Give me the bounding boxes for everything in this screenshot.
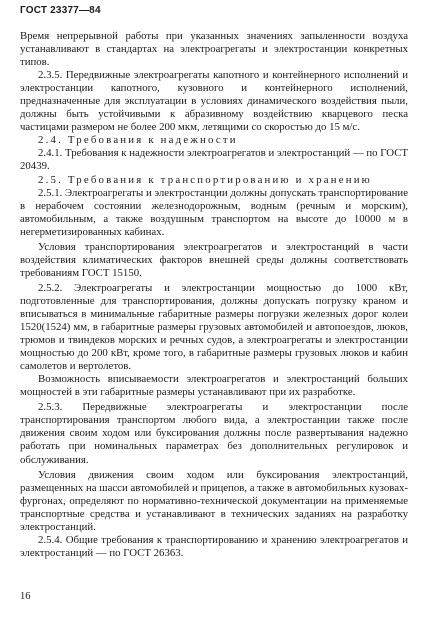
paragraph-2-3-5: 2.3.5. Передвижные электроагрегаты капотного и контейнерного исполнений и электростанции капотного, кузовного и контейнерного исполнений, предназначенные для эксплуатации в условиях динамического воздействия пыли, должны быть устойчивыми к абразивному воздействию кварцевого песка частицами размером не более 200 мкм, летящими со скоростью до 15 м/с. (20, 69, 408, 134)
paragraph-dust-duration: Время непрерывной работы при указанных значениях запыленности воздуха устанавливают в стандартах на электроагрегаты и электростанции конкретных типов. (20, 30, 408, 69)
paragraph-2-5-3: 2.5.3. Передвижные электроагрегаты и электростанции после транспортирования транспортом любого вида, а электростанции также после движения своим ходом или буксирования должны после развертывания надежно работать при номинальных параметрах без дополнительных регулировок и обслуживания. (20, 401, 408, 466)
page-number: 16 (20, 591, 31, 602)
paragraph-towing-conditions: Условия движения своим ходом или буксирования электростанций, размещенных на шасси автомобилей и прицепов, а также в автомобильных кузовах-фургонах, определяют по нормативно-технической документации на применяемые транспортные средства и устанавливают в технических заданиях на разработку электростанций. (20, 468, 408, 533)
paragraph-2-5-4: 2.5.4. Общие требования к транспортированию и хранению электроагрегатов и электростанций — по ГОСТ 26363. (20, 533, 408, 559)
paragraph-2-5-1: 2.5.1. Электроагрегаты и электростанции должны допускать транспортирование в нерабочем состоянии железнодорожным, водным (речным и морским), автомобильным, а также воздушным транспортом на высоте до 10000 м в негерметизированных кабинах. (20, 186, 408, 238)
heading-2-5: 2.5. Требования к транспортированию и хранению (38, 173, 372, 186)
heading-2-4: 2.4. Требования к надежности (38, 134, 238, 147)
document-body (20, 30, 408, 560)
paragraph-2-4-1: 2.4.1. Требования к надежности электроагрегатов и электростанций — по ГОСТ 20439. (20, 147, 408, 173)
document-header: ГОСТ 23377—84 (20, 5, 101, 16)
paragraph-dimension-fit: Возможность вписываемости электроагрегатов и электростанций больших мощностей в эти габаритные размеры устанавливают при их разработке. (20, 373, 408, 399)
paragraph-transport-conditions: Условия транспортирования электроагрегатов и электростанций в части воздействия климатических факторов внешней среды должны соответствовать требованиям ГОСТ 15150. (20, 240, 408, 279)
paragraph-2-5-2: 2.5.2. Электроагрегаты и электростанции мощностью до 1000 кВт, подготовленные для транспортирования, должны допускать погрузку краном и вписываться в минимальные габаритные размеры погрузки железных дорог колеи 1520(1524) мм, в габаритные размеры грузовых автомобилей и автопоездов, люков, трюмов и твиндеков морских и речных судов, а электроагрегаты и электростанции мощностью до 200 кВт, кроме того, в габаритные размеры грузовых люков и кабин самолетов и вертолетов. (20, 281, 408, 373)
